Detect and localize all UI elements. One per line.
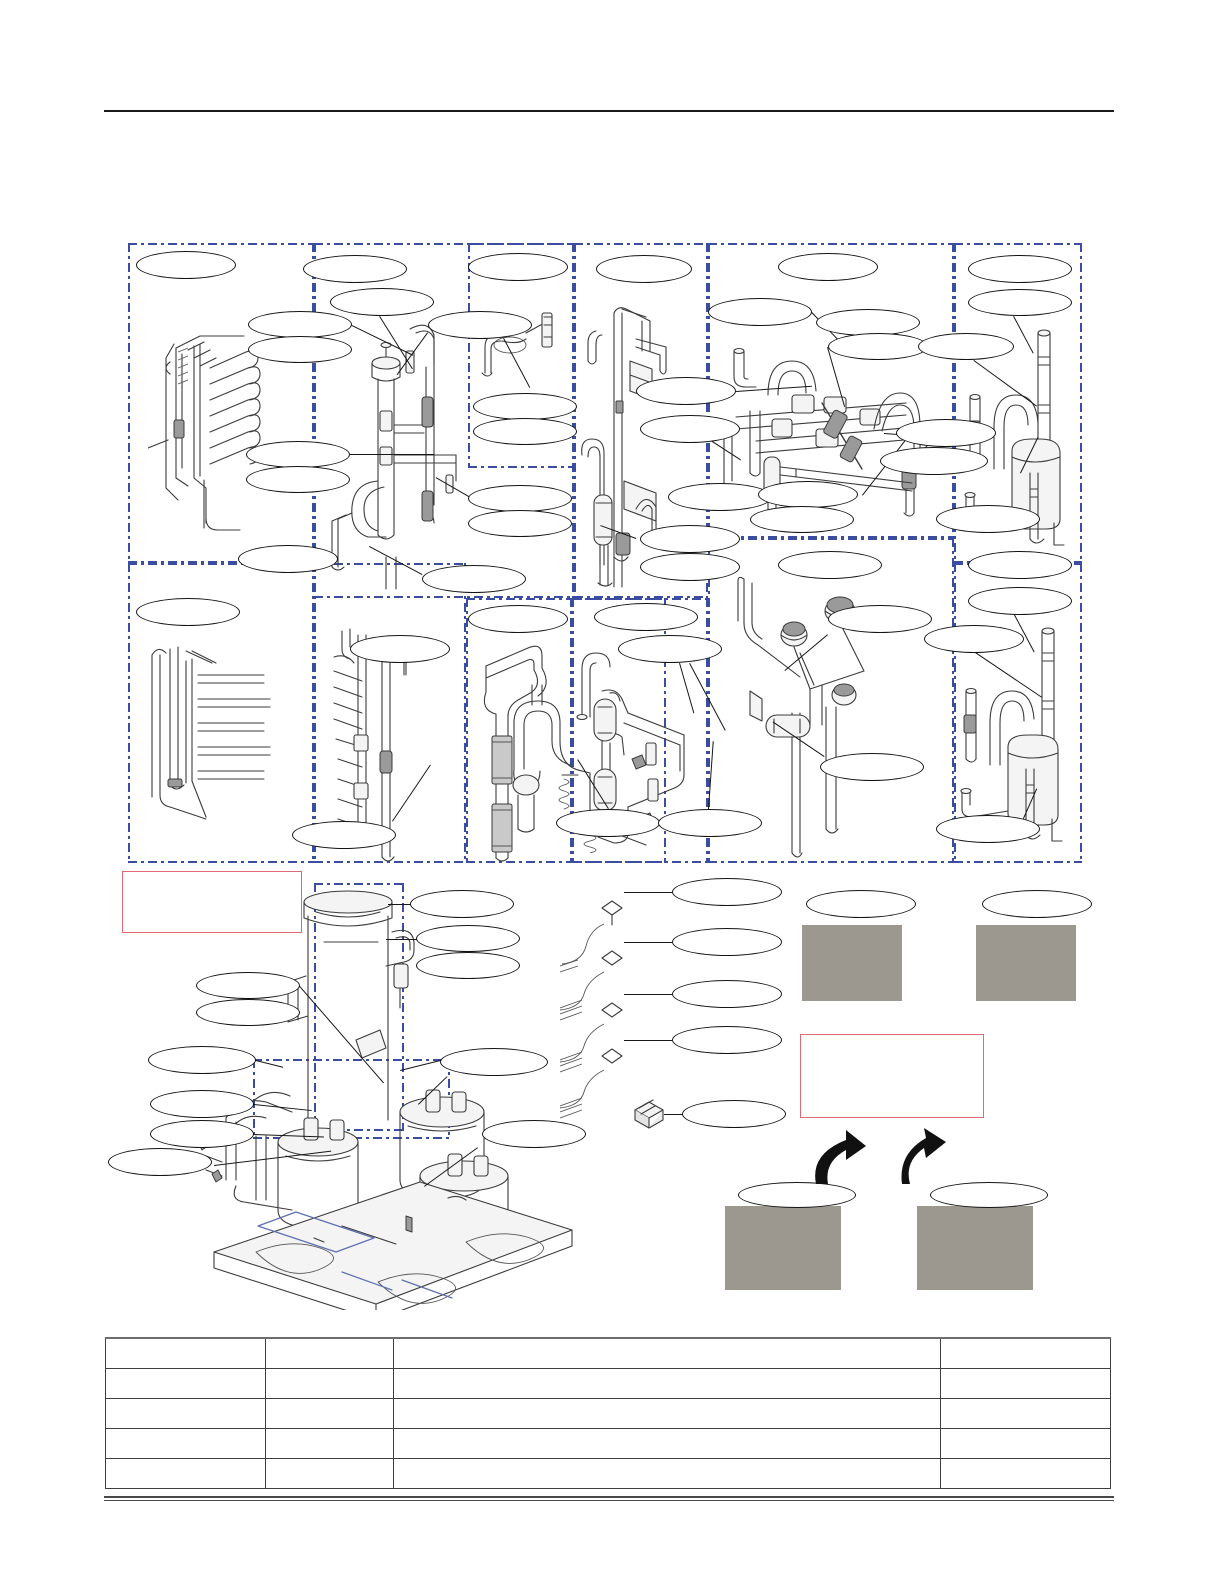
callout-552204B-l[interactable] <box>196 972 300 999</box>
callout-552203B[interactable] <box>150 1120 254 1148</box>
table-body <box>106 1338 1111 1488</box>
part-art-550141-cube <box>631 1098 667 1132</box>
part-art-temp-sensors <box>560 880 680 1120</box>
callout-55211S[interactable] <box>596 255 692 283</box>
footer-rule-bottom <box>104 1500 1114 1501</box>
part-art-352114B <box>146 635 286 845</box>
callout-552202-b[interactable] <box>758 481 858 508</box>
callout-552203C[interactable] <box>668 483 772 511</box>
callout-W49810A[interactable] <box>806 890 916 918</box>
callout-552201C-tr[interactable] <box>936 505 1040 533</box>
leader-line <box>664 1114 684 1115</box>
callout-552204G[interactable] <box>246 441 350 468</box>
callout-561410D[interactable] <box>196 999 300 1026</box>
leader-line <box>388 904 412 905</box>
callout-561410C[interactable] <box>416 952 520 979</box>
table-row <box>106 1398 1111 1428</box>
callout-561410J[interactable] <box>556 809 660 837</box>
callout-263230A[interactable] <box>672 878 782 906</box>
leader-line <box>624 892 672 893</box>
part-art-352114A <box>148 328 288 543</box>
table-row <box>106 1428 1111 1458</box>
callout-263230B[interactable] <box>672 928 782 956</box>
callout-W49810B[interactable] <box>982 890 1092 918</box>
callout-552209B[interactable] <box>428 311 532 339</box>
callout-552114B-r[interactable] <box>968 551 1072 579</box>
leader-line <box>624 942 672 943</box>
callout-561410G[interactable] <box>816 309 920 336</box>
leader-line <box>350 454 434 455</box>
table-row <box>106 1458 1111 1488</box>
callout-552115[interactable] <box>238 545 338 573</box>
callout-352114B[interactable] <box>136 598 240 626</box>
callout-552203A[interactable] <box>150 1090 254 1118</box>
cell-location <box>394 1458 941 1488</box>
callout-16500LP[interactable] <box>708 298 812 326</box>
part-art-W49210 <box>478 638 564 863</box>
callout-552209A[interactable] <box>330 288 434 316</box>
callout-550141[interactable] <box>682 1100 786 1128</box>
cell-lno <box>266 1368 394 1398</box>
callout-561410B[interactable] <box>248 336 352 363</box>
cell-color <box>941 1428 1111 1458</box>
callout-552201B-tr[interactable] <box>968 289 1072 316</box>
photo-comp2-oil-level-sensor <box>976 925 1076 1001</box>
leader-line <box>386 939 418 940</box>
callout-352111C[interactable] <box>468 253 568 281</box>
sensor-location-table <box>105 1337 1111 1489</box>
service-bulletin-box-2 <box>800 1034 984 1118</box>
cell-location <box>394 1368 941 1398</box>
callout-16500HP[interactable] <box>880 447 988 475</box>
callout-W49810C[interactable] <box>148 1046 256 1074</box>
callout-265021[interactable] <box>636 377 736 405</box>
callout-552200[interactable] <box>640 525 740 553</box>
callout-352114A[interactable] <box>136 251 236 279</box>
callout-552120[interactable] <box>640 415 740 443</box>
callout-552203D[interactable] <box>108 1148 212 1176</box>
photo-comp1-oil-level-sensor <box>802 925 902 1001</box>
callout-552204D[interactable] <box>820 753 924 781</box>
cell-lno <box>266 1458 394 1488</box>
callout-552204A[interactable] <box>248 311 352 338</box>
arrow-to-bulletin-left <box>800 1118 870 1188</box>
callout-263230C[interactable] <box>672 980 782 1008</box>
callout-561410H[interactable] <box>473 418 577 445</box>
callout-552201B-m[interactable] <box>422 565 526 593</box>
col-header-color <box>941 1338 1111 1368</box>
callout-561410F[interactable] <box>828 605 932 633</box>
callout-552114A[interactable] <box>968 255 1072 283</box>
callout-352111A[interactable] <box>778 551 882 579</box>
callout-548490[interactable] <box>410 890 514 918</box>
callout-552204B-r[interactable] <box>416 925 520 952</box>
cell-color <box>941 1458 1111 1488</box>
callout-554160A[interactable] <box>440 1048 548 1076</box>
leader-line <box>624 1040 672 1041</box>
cell-lno <box>266 1428 394 1458</box>
footer-rule-top <box>104 1496 1114 1498</box>
callout-352111D[interactable] <box>594 603 698 631</box>
col-header-location <box>394 1338 941 1368</box>
callout-550140[interactable] <box>482 1120 586 1148</box>
callout-661400[interactable] <box>640 553 740 581</box>
cell-lno <box>266 1398 394 1428</box>
exploded-view-diagram <box>128 243 1082 863</box>
callout-552201D[interactable] <box>292 821 396 849</box>
callout-552117[interactable] <box>350 635 450 663</box>
leader-line <box>624 994 672 995</box>
cell-color <box>941 1368 1111 1398</box>
cell-location <box>394 1398 941 1428</box>
callout-561410A[interactable] <box>468 510 572 537</box>
callout-561410L[interactable] <box>750 506 854 533</box>
callout-559993-r2[interactable] <box>924 625 1024 653</box>
callout-566001[interactable] <box>896 419 996 447</box>
cell-part <box>106 1368 266 1398</box>
callout-552201B-r2[interactable] <box>968 587 1072 615</box>
cell-part <box>106 1428 266 1458</box>
table-header-row <box>106 1338 1111 1368</box>
callout-263230D[interactable] <box>672 1026 782 1054</box>
callout-552201C-r2[interactable] <box>936 815 1040 843</box>
header-rule <box>104 110 1114 112</box>
arrow-to-bulletin-right <box>880 1118 950 1188</box>
table-row <box>106 1368 1111 1398</box>
callout-552116[interactable] <box>778 253 878 281</box>
cell-part <box>106 1458 266 1488</box>
photo-compressor2-sump-heater <box>917 1206 1033 1290</box>
cell-location <box>394 1428 941 1458</box>
col-header-part <box>106 1338 266 1368</box>
cell-color <box>941 1398 1111 1428</box>
callout-552204F[interactable] <box>473 393 577 420</box>
photo-compressor1-sump-heater <box>725 1206 841 1290</box>
callout-561410E[interactable] <box>246 466 350 493</box>
service-bulletin-box-1 <box>122 871 302 933</box>
col-header-lno <box>266 1338 394 1368</box>
callout-561410K[interactable] <box>658 809 762 837</box>
callout-552202-top[interactable] <box>828 333 928 360</box>
part-art-compressor-assembly <box>196 880 596 1310</box>
callout-55211GA[interactable] <box>303 255 407 283</box>
callout-559993-tr[interactable] <box>918 333 1014 360</box>
callout-552204A-b[interactable] <box>468 485 572 512</box>
cell-part <box>106 1398 266 1428</box>
callout-552204E[interactable] <box>618 635 722 663</box>
callout-W49210[interactable] <box>468 605 568 633</box>
